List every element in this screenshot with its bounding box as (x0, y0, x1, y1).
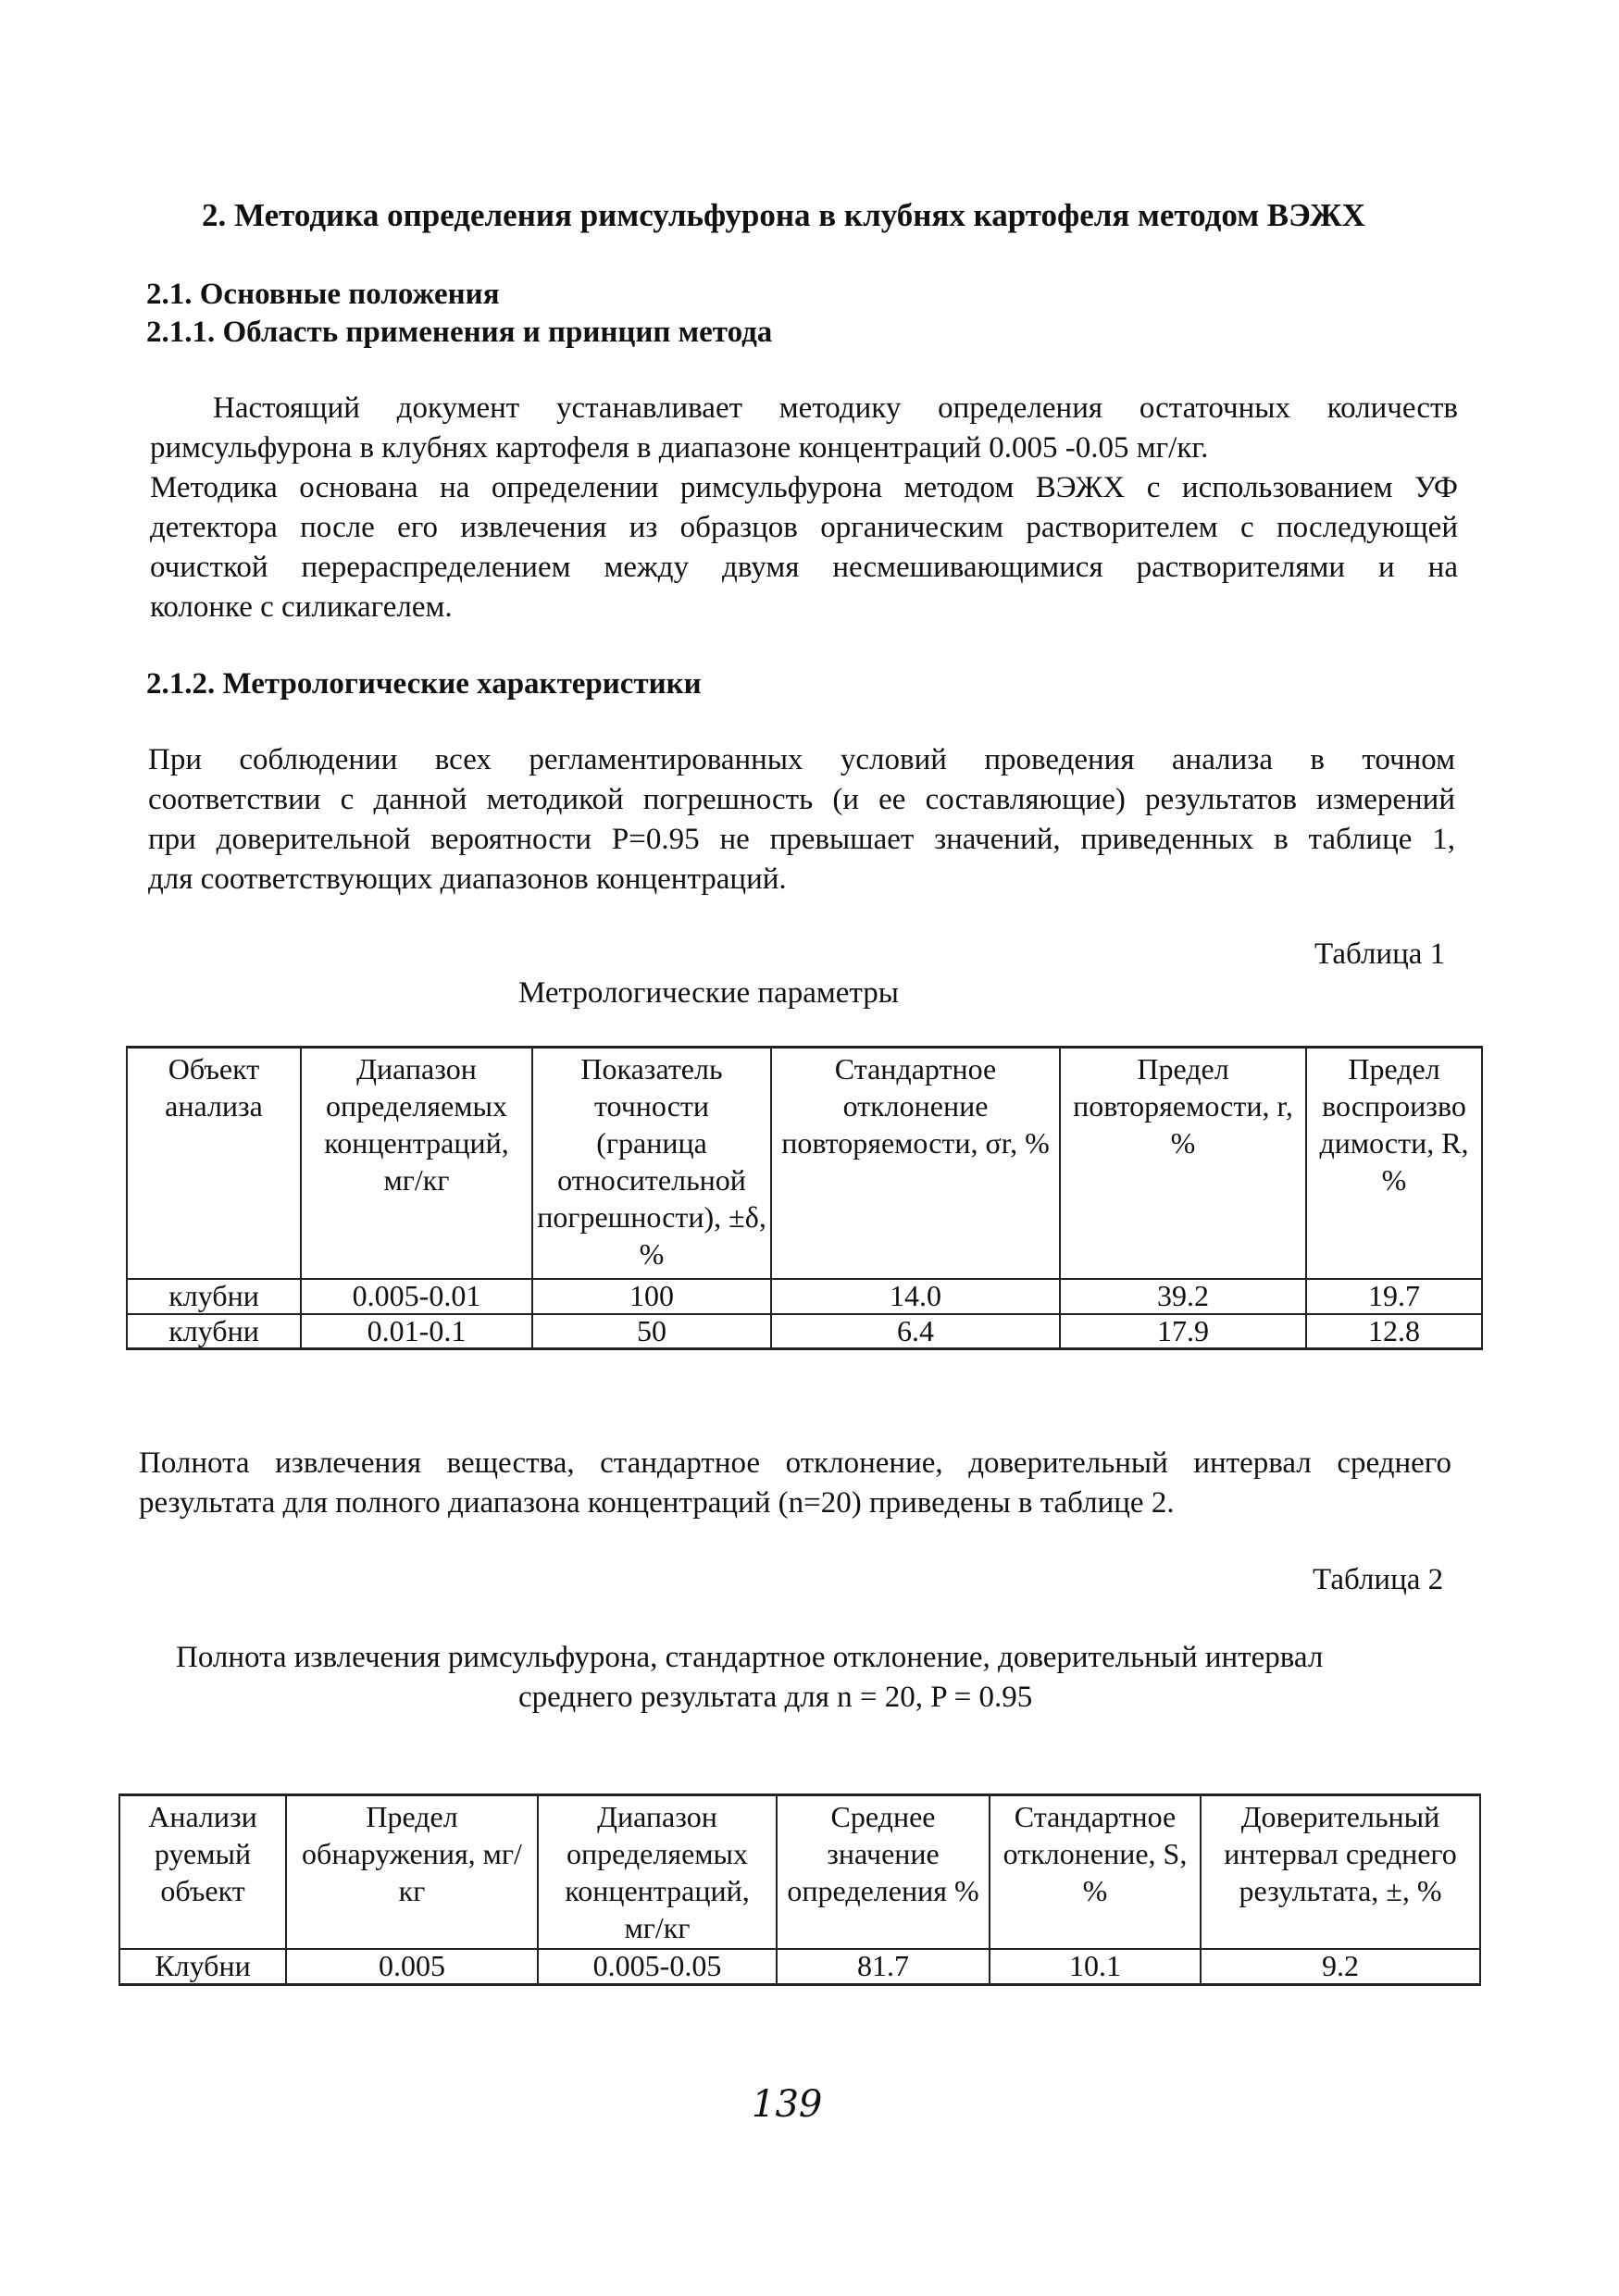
table2-label: Таблица 2 (1313, 1563, 1444, 1596)
table1-cell: 6.4 (771, 1314, 1060, 1349)
para2-line4: для соответствующих диапазонов концентраций. (148, 863, 787, 896)
table2-header-object: Анализи руемый объект (119, 1795, 286, 1950)
para2-line3: при доверительной вероятности P=0.95 не превышает значений, приведенных в таблице 1, (148, 823, 1455, 856)
table2-header-range: Диапазон определяемых концентраций, мг/кг (538, 1795, 777, 1950)
table-row (119, 1949, 1480, 1984)
para1-line5: очисткой перераспределением между двумя несмешивающимися растворителями и на (150, 551, 1458, 584)
table1-cell: 50 (532, 1314, 771, 1349)
table1-header-object: Объект анализа (127, 1048, 301, 1279)
table2-title-line1: Полнота извлечения римсульфурона, стандартное отклонение, доверительный интервал (176, 1641, 1324, 1674)
table1-cell: 19.7 (1306, 1279, 1482, 1314)
para1-line6: колонке с силикагелем. (150, 590, 453, 624)
para2-line2: соответствии с данной методикой погрешность (и ее составляющие) результатов измерений (148, 783, 1455, 816)
table1-cell: 0.005-0.01 (301, 1279, 532, 1314)
table1-header-reproducibility: Предел воспроизво димости, R, % (1306, 1048, 1482, 1279)
table2-cell: 0.005-0.05 (538, 1949, 777, 1984)
table1-cell: клубни (127, 1279, 301, 1314)
table1-header-range: Диапазон определяемых концентраций, мг/кг (301, 1048, 532, 1279)
para3-line1: Полнота извлечения вещества, стандартное отклонение, доверительный интервал среднего (139, 1446, 1451, 1480)
table1-header-row (127, 1048, 1482, 1279)
table1-header-repeatability: Предел повторяемости, r, % (1060, 1048, 1306, 1279)
subsection-2-1-2: 2.1.2. Метрологические характеристики (146, 667, 702, 701)
table1-label: Таблица 1 (1314, 937, 1446, 971)
table2-header-confidence: Доверительный интервал среднего результата, ±, % (1201, 1795, 1480, 1950)
table1-title: Метрологические параметры (518, 976, 899, 1010)
table1-cell: клубни (127, 1314, 301, 1349)
para1-line1: Настоящий документ устанавливает методику определения остаточных количеств (213, 391, 1458, 425)
subsection-2-1-1: 2.1.1. Область применения и принцип метода (146, 316, 773, 349)
table2-header-mean: Среднее значение определения % (777, 1795, 990, 1950)
para3-line2: результата для полного диапазона концентраций (n=20) приведены в таблице 2. (139, 1486, 1175, 1520)
subsection-2-1: 2.1. Основные положения (146, 278, 500, 311)
table1-cell: 17.9 (1060, 1314, 1306, 1349)
table1-cell: 12.8 (1306, 1314, 1482, 1349)
table2-cell: 81.7 (777, 1949, 990, 1984)
para1-line2: римсульфурона в клубнях картофеля в диапазоне концентраций 0.005 -0.05 мг/кг. (150, 431, 1209, 465)
table-row (127, 1279, 1482, 1314)
table2-title-line2: среднего результата для n = 20, P = 0.95 (518, 1681, 1033, 1714)
table2-cell: 10.1 (990, 1949, 1201, 1984)
table1-metrological-parameters (126, 1046, 1483, 1350)
table2-cell: 9.2 (1201, 1949, 1480, 1984)
table1-cell: 0.01-0.1 (301, 1314, 532, 1349)
para1-line4: детектора после его извлечения из образцов органическим растворителем с последующей (150, 511, 1458, 544)
table2-header-std-dev: Стандартное отклонение, S, % (990, 1795, 1201, 1950)
table2-cell: Клубни (119, 1949, 286, 1984)
table-row (127, 1314, 1482, 1349)
table1-cell: 100 (532, 1279, 771, 1314)
para1-line3: Методика основана на определении римсульфурона методом ВЭЖХ с использованием УФ (150, 471, 1458, 504)
table2-cell: 0.005 (286, 1949, 538, 1984)
table1-header-std-dev: Стандартное отклонение повторяемости, σr, % (771, 1048, 1060, 1279)
para2-line1: При соблюдении всех регламентированных условий проведения анализа в точном (148, 743, 1455, 776)
page-number: 139 (752, 2083, 823, 2126)
table1-cell: 14.0 (771, 1279, 1060, 1314)
table2-header-row (119, 1795, 1480, 1950)
table2-header-detection-limit: Предел обнаружения, мг/кг (286, 1795, 538, 1950)
table1-cell: 39.2 (1060, 1279, 1306, 1314)
table2-recovery (118, 1793, 1481, 1986)
section-title: 2. Методика определения римсульфурона в клубнях картофеля методом ВЭЖХ (202, 197, 1365, 233)
table1-header-accuracy: Показатель точности (граница относительной погрешности), ±δ, % (532, 1048, 771, 1279)
